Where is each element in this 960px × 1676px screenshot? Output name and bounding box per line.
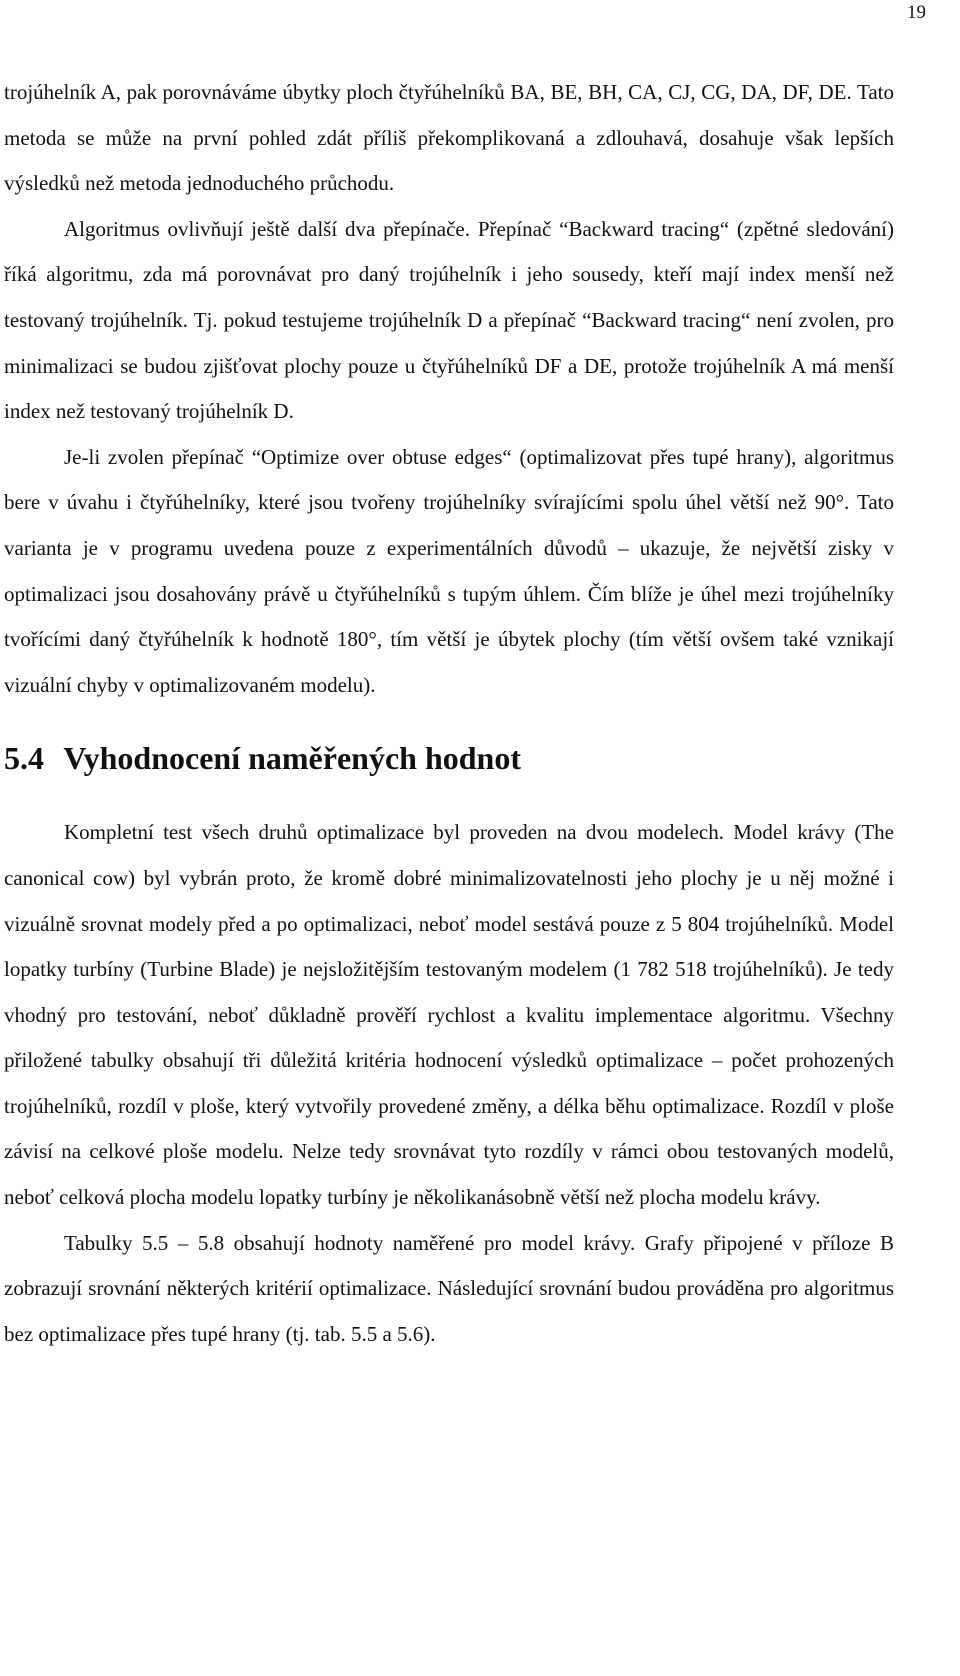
section-number: 5.4 [4,740,44,777]
page-content [4,70,894,1357]
paragraph-1: trojúhelník A, pak porovnáváme úbytky ploch čtyřúhelníků BA, BE, BH, CA, CJ, CG, DA, DF, DE. Tato metoda se může na první pohled zdát příliš překomplikovaná a zdlouhavá, dosahuje však lepších výsledků než metoda jednoduchého průchodu. [4,80,894,196]
paragraph-3: Je-li zvolen přepínač “Optimize over obtuse edges“ (optimalizovat přes tupé hrany), algoritmus bere v úvahu i čtyřúhelníky, které jsou tvořeny trojúhelníky svírajícími spolu úhel větší než 90°. Tato varianta je v programu uvedena pouze z experimentálních důvodů – ukazuje, že největší zisky v optimalizaci jsou dosahovány právě u čtyřúhelníků s tupým úhlem. Čím blíže je úhel mezi trojúhelníky tvořícími daný čtyřúhelník k hodnotě 180°, tím větší je úbytek plochy (tím větší ovšem také vznikají vizuální chyby v optimalizovaném modelu). [4,444,894,697]
page-number: 19 [907,2,926,23]
paragraph-4: Kompletní test všech druhů optimalizace byl proveden na dvou modelech. Model krávy (The canonical cow) byl vybrán proto, že kromě dobré minimalizovatelnosti jeho plochy je u něj možné i vizuálně srovnat modely před a po optimalizaci, neboť model sestává pouze z 5 804 trojúhelníků. Model lopatky turbíny (Turbine Blade) je nejsložitějším testovaným modelem (1 782 518 trojúhelníků). Je tedy vhodný pro testování, neboť důkladně prověří rychlost a kvalitu implementace algoritmu. Všechny přiložené tabulky obsahují tři důležitá kritéria hodnocení výsledků optimalizace – počet prohozených trojúhelníků, rozdíl v ploše, který vytvořily provedené změny, a délka běhu optimalizace. Rozdíl v ploše závisí na celkové ploše modelu. Nelze tedy srovnávat tyto rozdíly v rámci obou testovaných modelů, neboť celková plocha modelu lopatky turbíny je několikanásobně větší než plocha modelu krávy. [4,820,894,1210]
paragraph-5: Tabulky 5.5 – 5.8 obsahují hodnoty naměřené pro model krávy. Grafy připojené v příloze B zobrazují srovnání některých kritérií optimalizace. Následující srovnání budou prováděna pro algoritmus bez optimalizace přes tupé hrany (tj. tab. 5.5 a 5.6). [4,1230,894,1346]
section-heading [4,739,894,777]
section-title: Vyhodnocení naměřených hodnot [63,740,521,777]
paragraph-2: Algoritmus ovlivňují ještě další dva přepínače. Přepínač “Backward tracing“ (zpětné sledování) říká algoritmu, zda má porovnávat pro daný trojúhelník i jeho sousedy, kteří mají index menší než testovaný trojúhelník. Tj. pokud testujeme trojúhelník D a přepínač “Backward tracing“ není zvolen, pro minimalizaci se budou zjišťovat plochy pouze u čtyřúhelníků DF a DE, protože trojúhelník A má menší index než testovaný trojúhelník D. [4,216,894,424]
